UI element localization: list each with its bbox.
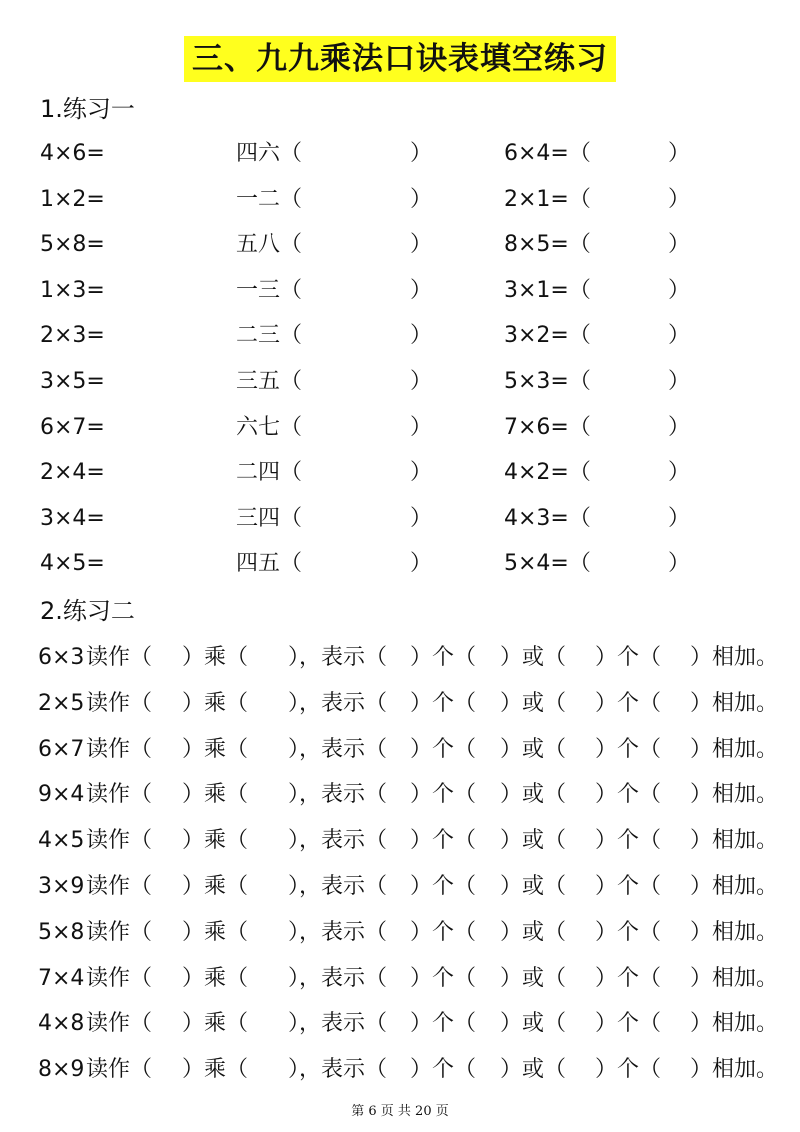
exercise1-row: [0, 503, 800, 535]
phrase-means: ），表示（: [288, 736, 388, 762]
exercise2-row: [0, 917, 800, 949]
expression-text: 8×9: [38, 1057, 85, 1083]
phrase-or: ）或（: [500, 828, 567, 854]
phrase-read: 读作（: [86, 782, 153, 808]
phrase-means: ），表示（: [288, 965, 388, 991]
exercise2-row: [0, 871, 800, 903]
phrase-or: ）或（: [500, 645, 567, 670]
section2-heading: 2.练习二: [40, 597, 135, 625]
equation-text: 1×2=: [40, 186, 105, 212]
phrase-ge1: ）个（: [410, 919, 477, 945]
phrase-or: ）或（: [500, 965, 567, 991]
expression-text: 5×8: [38, 919, 85, 945]
phrase-ge1: ）个（: [410, 874, 477, 899]
answer-blank-close[interactable]: ）: [410, 505, 433, 531]
equation-text: 1×3=: [40, 277, 105, 303]
phrase-read: 读作（: [86, 874, 153, 899]
phrase-times: ）乘（: [182, 1057, 249, 1083]
answer-blank-close[interactable]: ）: [410, 323, 433, 349]
answer-blank-close[interactable]: ）: [410, 232, 433, 258]
page-title: 三、九九乘法口诀表填空练习: [184, 36, 616, 82]
expression-text: 4×5: [38, 828, 85, 854]
phrase-read: 读作（: [86, 919, 153, 945]
equation-text: 4×6=: [40, 141, 105, 166]
chinese-prompt: 四五（: [236, 551, 303, 577]
phrase-add: ）相加。: [690, 736, 779, 762]
phrase-read: 读作（: [86, 1057, 153, 1083]
phrase-means: ），表示（: [288, 1011, 388, 1037]
phrase-ge2: ）个（: [595, 645, 662, 670]
phrase-ge1: ）个（: [410, 782, 477, 808]
answer-blank-close[interactable]: ）: [410, 141, 433, 166]
reverse-equation: 3×1=（: [504, 277, 591, 303]
phrase-ge1: ）个（: [410, 645, 477, 670]
reverse-equation: 4×3=（: [504, 505, 591, 531]
phrase-or: ）或（: [500, 1011, 567, 1037]
expression-text: 6×3: [38, 645, 85, 670]
exercise1-row: [0, 366, 800, 398]
phrase-ge1: ）个（: [410, 1057, 477, 1083]
equation-text: 3×5=: [40, 369, 105, 394]
answer-blank-close[interactable]: ）: [668, 551, 691, 577]
answer-blank-close[interactable]: ）: [410, 414, 433, 440]
phrase-read: 读作（: [86, 828, 153, 854]
answer-blank-close[interactable]: ）: [410, 551, 433, 577]
phrase-or: ）或（: [500, 690, 567, 716]
reverse-equation: 6×4=（: [504, 141, 591, 166]
phrase-add: ）相加。: [690, 828, 779, 854]
phrase-times: ）乘（: [182, 965, 249, 991]
chinese-prompt: 四六（: [236, 141, 303, 166]
exercise1-row: [0, 184, 800, 216]
phrase-ge2: ）个（: [595, 690, 662, 716]
phrase-means: ），表示（: [288, 919, 388, 945]
phrase-add: ）相加。: [690, 874, 779, 899]
chinese-prompt: 五八（: [236, 232, 303, 258]
answer-blank-close[interactable]: ）: [668, 323, 691, 349]
phrase-times: ）乘（: [182, 919, 249, 945]
exercise2-row: [0, 642, 800, 674]
answer-blank-close[interactable]: ）: [410, 369, 433, 394]
expression-text: 4×8: [38, 1011, 85, 1037]
phrase-ge1: ）个（: [410, 736, 477, 762]
equation-text: 6×7=: [40, 414, 105, 440]
expression-text: 2×5: [38, 690, 85, 716]
phrase-or: ）或（: [500, 782, 567, 808]
exercise1-row: [0, 320, 800, 352]
phrase-means: ），表示（: [288, 782, 388, 808]
exercise2-row: [0, 779, 800, 811]
answer-blank-close[interactable]: ）: [410, 460, 433, 486]
answer-blank-close[interactable]: ）: [668, 414, 691, 440]
reverse-equation: 4×2=（: [504, 460, 591, 486]
exercise2-row: [0, 688, 800, 720]
phrase-ge1: ）个（: [410, 965, 477, 991]
page-footer: 第 6 页 共 20 页: [351, 1104, 449, 1119]
reverse-equation: 2×1=（: [504, 186, 591, 212]
chinese-prompt: 一三（: [236, 277, 303, 303]
exercise1-row: [0, 457, 800, 489]
phrase-or: ）或（: [500, 874, 567, 899]
phrase-or: ）或（: [500, 736, 567, 762]
section1-heading: 1.练习一: [40, 95, 135, 123]
phrase-ge1: ）个（: [410, 828, 477, 854]
equation-text: 3×4=: [40, 505, 105, 531]
chinese-prompt: 六七（: [236, 414, 303, 440]
phrase-times: ）乘（: [182, 874, 249, 899]
reverse-equation: 3×2=（: [504, 323, 591, 349]
chinese-prompt: 三五（: [236, 369, 303, 394]
phrase-add: ）相加。: [690, 1011, 779, 1037]
expression-text: 3×9: [38, 874, 85, 899]
phrase-or: ）或（: [500, 1057, 567, 1083]
phrase-or: ）或（: [500, 919, 567, 945]
phrase-add: ）相加。: [690, 1057, 779, 1083]
phrase-ge2: ）个（: [595, 828, 662, 854]
phrase-means: ），表示（: [288, 645, 388, 670]
phrase-ge1: ）个（: [410, 690, 477, 716]
phrase-ge2: ）个（: [595, 1011, 662, 1037]
phrase-ge2: ）个（: [595, 919, 662, 945]
exercise1-row: [0, 412, 800, 444]
phrase-ge2: ）个（: [595, 782, 662, 808]
expression-text: 9×4: [38, 782, 85, 808]
phrase-add: ）相加。: [690, 782, 779, 808]
answer-blank-close[interactable]: ）: [668, 186, 691, 212]
phrase-means: ），表示（: [288, 828, 388, 854]
expression-text: 6×7: [38, 736, 85, 762]
equation-text: 5×8=: [40, 232, 105, 258]
phrase-ge2: ）个（: [595, 736, 662, 762]
phrase-times: ）乘（: [182, 1011, 249, 1037]
exercise2-row: [0, 734, 800, 766]
phrase-times: ）乘（: [182, 690, 249, 716]
equation-text: 4×5=: [40, 551, 105, 577]
chinese-prompt: 一二（: [236, 186, 303, 212]
phrase-add: ）相加。: [690, 919, 779, 945]
phrase-read: 读作（: [86, 1011, 153, 1037]
phrase-read: 读作（: [86, 965, 153, 991]
phrase-add: ）相加。: [690, 690, 779, 716]
phrase-means: ），表示（: [288, 874, 388, 899]
phrase-ge1: ）个（: [410, 1011, 477, 1037]
answer-blank-close[interactable]: ）: [668, 460, 691, 486]
exercise2-row: [0, 1054, 800, 1086]
exercise2-row: [0, 825, 800, 857]
answer-blank-close[interactable]: ）: [410, 277, 433, 303]
phrase-times: ）乘（: [182, 645, 249, 670]
exercise2-row: [0, 1008, 800, 1040]
phrase-read: 读作（: [86, 736, 153, 762]
exercise1-row: [0, 138, 800, 170]
phrase-add: ）相加。: [690, 965, 779, 991]
answer-blank-close[interactable]: ）: [410, 186, 433, 212]
equation-text: 2×3=: [40, 323, 105, 349]
chinese-prompt: 三四（: [236, 505, 303, 531]
equation-text: 2×4=: [40, 460, 105, 486]
exercise1-row: [0, 548, 800, 580]
answer-blank-close[interactable]: ）: [668, 232, 691, 258]
reverse-equation: 5×4=（: [504, 551, 591, 577]
answer-blank-close[interactable]: ）: [668, 505, 691, 531]
chinese-prompt: 二三（: [236, 323, 303, 349]
reverse-equation: 5×3=（: [504, 369, 591, 394]
exercise1-row: [0, 275, 800, 307]
answer-blank-close[interactable]: ）: [668, 141, 691, 166]
answer-blank-close[interactable]: ）: [668, 277, 691, 303]
phrase-read: 读作（: [86, 645, 153, 670]
answer-blank-close[interactable]: ）: [668, 369, 691, 394]
phrase-means: ），表示（: [288, 1057, 388, 1083]
reverse-equation: 7×6=（: [504, 414, 591, 440]
title-container: [0, 36, 800, 82]
phrase-times: ）乘（: [182, 736, 249, 762]
exercise1-row: [0, 229, 800, 261]
phrase-ge2: ）个（: [595, 1057, 662, 1083]
phrase-means: ），表示（: [288, 690, 388, 716]
expression-text: 7×4: [38, 965, 85, 991]
reverse-equation: 8×5=（: [504, 232, 591, 258]
chinese-prompt: 二四（: [236, 460, 303, 486]
phrase-ge2: ）个（: [595, 874, 662, 899]
exercise2-row: [0, 963, 800, 995]
phrase-add: ）相加。: [690, 645, 779, 670]
phrase-read: 读作（: [86, 690, 153, 716]
phrase-times: ）乘（: [182, 828, 249, 854]
phrase-ge2: ）个（: [595, 965, 662, 991]
phrase-times: ）乘（: [182, 782, 249, 808]
